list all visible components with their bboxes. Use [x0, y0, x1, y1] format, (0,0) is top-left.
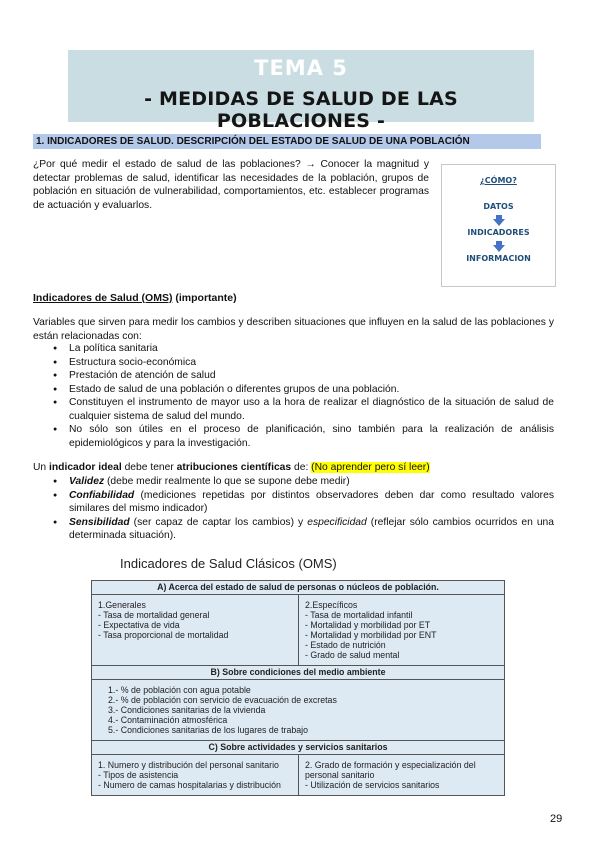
ideal-suffix: de: — [291, 462, 312, 473]
table-header-b: B) Sobre condiciones del medio ambiente — [92, 666, 504, 680]
term-desc: (debe medir realmente lo que se supone debe medir) — [104, 476, 350, 487]
cell-line: 3.- Condiciones sanitarias de la vivienda — [108, 705, 266, 715]
indicators-table — [91, 580, 505, 796]
cell-line: 2.- % de población con servicio de evacuación de excretas — [108, 695, 337, 705]
cell-line: - Mortalidad y morbilidad por ENT — [305, 630, 437, 640]
list-item: ● Constituyen el instrumento de mayor uso a la hora de realizar el diagnóstico de la situación de salud de cualquier sistema de salud del mundo. — [48, 396, 554, 423]
cell-line: 2.Específicos — [305, 600, 358, 610]
cell-line: - Expectativa de vida — [98, 620, 180, 630]
cell-line: 4.- Contaminación atmosférica — [108, 715, 228, 725]
term-desc: (mediciones repetidas por distintos observadores deben dar como resultado valores similares del mismo indicador) — [69, 489, 554, 514]
page-number: 29 — [550, 813, 563, 825]
ideal-bold-1: indicador ideal — [49, 462, 122, 473]
cell-line: - Mortalidad y morbilidad por ET — [305, 620, 431, 630]
table-cell — [298, 755, 504, 795]
cell-line: - Tipos de asistencia — [98, 770, 179, 780]
page-title: - MEDIDAS DE SALUD DE LAS POBLACIONES - — [144, 88, 458, 132]
table-row — [92, 755, 504, 795]
tema-label: TEMA 5 — [254, 56, 348, 80]
como-title: ¿CÓMO? — [480, 176, 517, 185]
intro-paragraph: ¿Por qué medir el estado de salud de las poblaciones? → Conocer la magnitud y detectar problemas de salud, identificar las necesidades de la población, grupos de población en situación de vulnerabilidad, comportamientos, etc. establecer programas de actuación y evaluarlos. — [33, 159, 429, 211]
oms-heading-note: (importante) — [172, 292, 237, 304]
term-desc: (reflejar sólo cambios ocurridos en una determinada situación). — [69, 516, 555, 541]
list-item: ● Estado de salud de una población o diferentes grupos de una población. — [48, 383, 554, 397]
datos-label: DATOS — [483, 202, 514, 211]
cell-line: - Tasa de mortalidad infantil — [305, 610, 413, 620]
cell-line: 1. Numero y distribución del personal sanitario — [98, 760, 279, 770]
cell-line: - Tasa de mortalidad general — [98, 610, 210, 620]
como-diagram — [441, 164, 556, 287]
term-sensibilidad: Sensibilidad — [69, 516, 130, 528]
cell-line: 5.- Condiciones sanitarias de los lugares de trabajo — [108, 725, 309, 735]
ideal-list — [48, 475, 554, 543]
table-cell — [92, 595, 298, 665]
list-item: ● La política sanitaria — [48, 342, 554, 356]
cell-line: - Grado de salud mental — [305, 650, 400, 660]
highlight-note: (No aprender pero sí leer) — [311, 462, 430, 473]
cell-line: - Tasa proporcional de mortalidad — [98, 630, 229, 640]
arrow-down-icon — [493, 219, 505, 226]
table-cell — [298, 595, 504, 665]
table-caption: Indicadores de Salud Clásicos (OMS) — [120, 556, 337, 571]
indicadores-label: INDICADORES — [467, 228, 530, 237]
cell-line: 2. Grado de formación y especialización del personal sanitario — [305, 760, 476, 780]
term-especificidad: especificidad — [307, 516, 367, 528]
list-item — [48, 475, 554, 489]
cell-line: 1.Generales — [98, 600, 146, 610]
list-item — [48, 516, 554, 543]
table-header-a: A) Acerca del estado de salud de personas o núcleos de población. — [92, 581, 504, 595]
term-confiabilidad: Confiabilidad — [69, 489, 135, 501]
cell-line: - Numero de camas hospitalarias y distribución — [98, 780, 281, 790]
list-item: ● No sólo son útiles en el proceso de planificación, sino también para la realización de análisis epidemiológicos y para la investigación. — [48, 423, 554, 450]
table-row — [92, 680, 504, 741]
oms-definition: Variables que sirven para medir los cambios y describen situaciones que influyen en la salud de las poblaciones y están relacionadas con: — [33, 317, 554, 342]
section-heading: 1. INDICADORES DE SALUD. DESCRIPCIÓN DEL ESTADO DE SALUD DE UNA POBLACIÓN — [33, 134, 541, 149]
cell-line: 1.- % de población con agua potable — [108, 685, 251, 695]
oms-heading — [33, 292, 237, 304]
oms-heading-text: Indicadores de Salud (OMS) — [33, 292, 173, 304]
arrow-down-icon — [493, 245, 505, 252]
list-item: ● Estructura socio-económica — [48, 356, 554, 370]
ideal-mid: debe tener — [121, 462, 177, 473]
table-row — [92, 595, 504, 666]
title-banner — [68, 50, 534, 132]
ideal-paragraph — [33, 461, 554, 475]
ideal-bold-2: atribuciones científicas — [176, 462, 292, 473]
table-header-c: C) Sobre actividades y servicios sanitarios — [92, 741, 504, 755]
oms-list — [48, 342, 554, 450]
ideal-prefix: Un — [33, 462, 50, 473]
informacion-label: INFORMACION — [466, 254, 531, 263]
list-item — [48, 489, 554, 516]
cell-line: - Utilización de servicios sanitarios — [305, 780, 440, 790]
list-item: ● Prestación de atención de salud — [48, 369, 554, 383]
table-cell — [92, 755, 298, 795]
term-validez: Validez — [69, 476, 105, 487]
term-desc: (ser capaz de captar los cambios) y — [129, 516, 308, 528]
cell-line: - Estado de nutrición — [305, 640, 386, 650]
